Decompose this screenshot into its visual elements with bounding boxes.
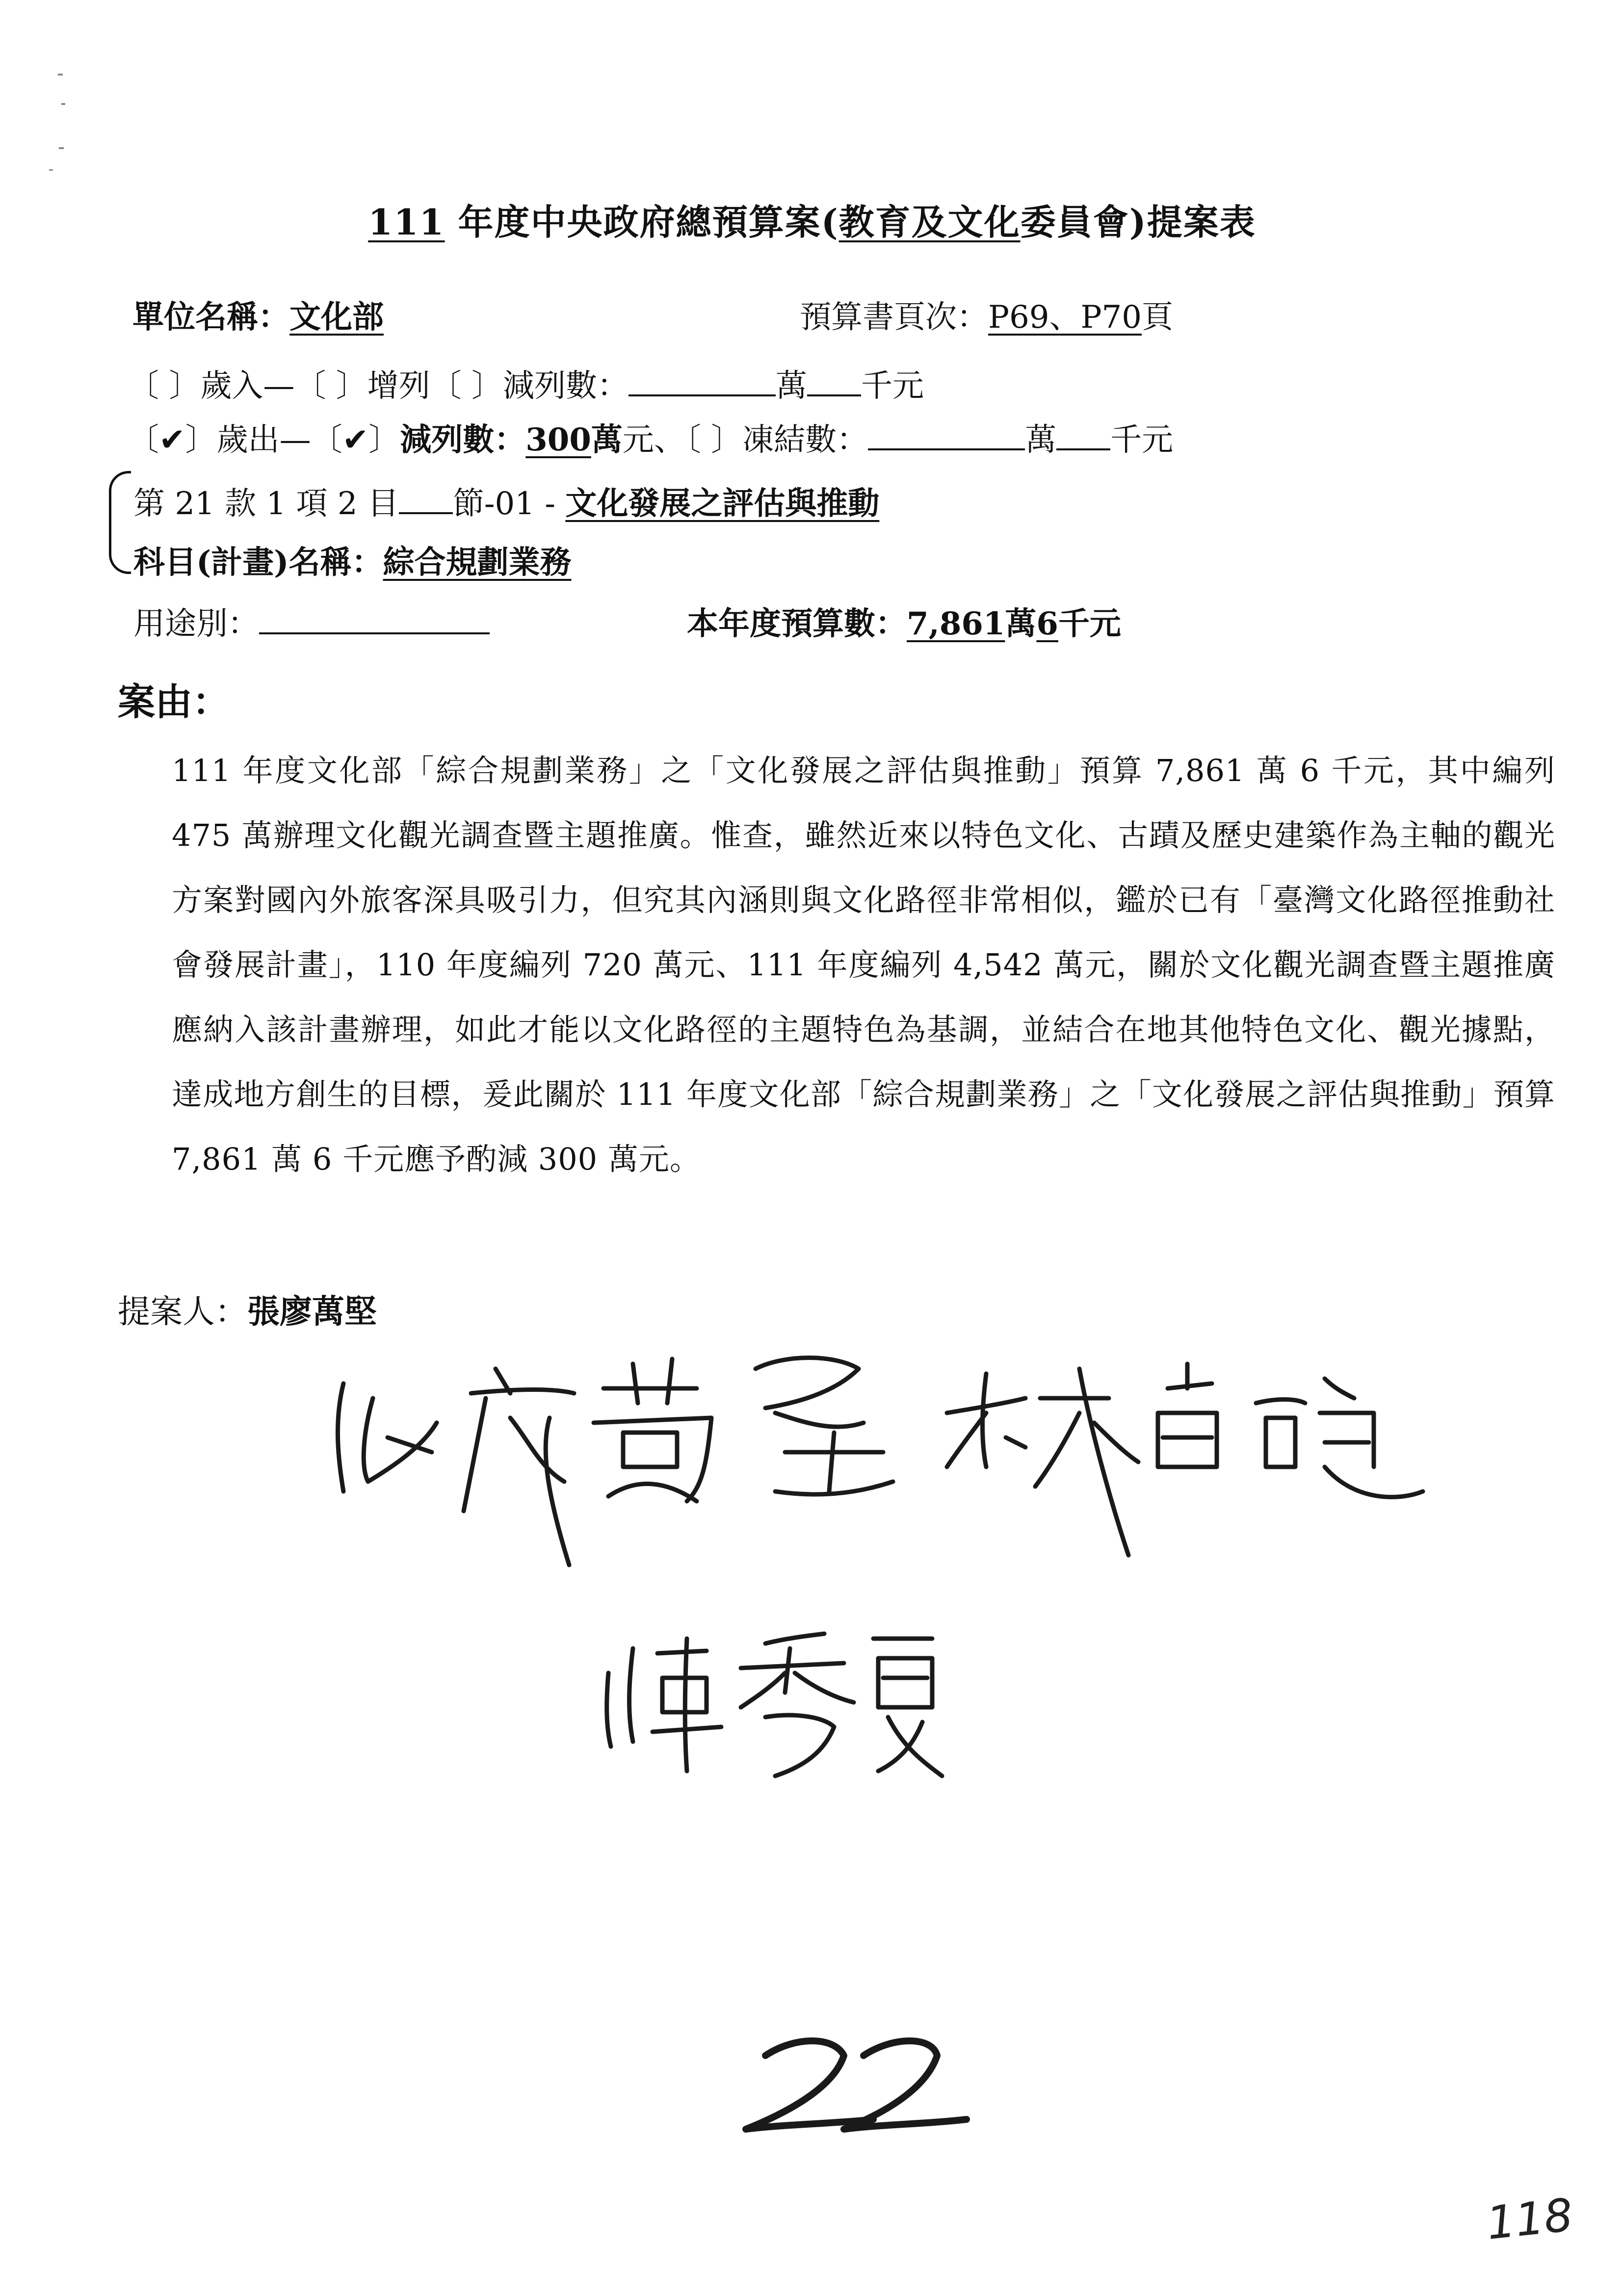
expense-text: 歲出—〔✔〕 [216, 422, 400, 458]
reduce-label: 減列數： [400, 421, 526, 458]
signature-lin-yijin [947, 1364, 1423, 1555]
budget-pages-label: 預算書頁次： [800, 299, 988, 336]
scan-speck [49, 169, 53, 171]
reason-text: 111 年度文化部「綜合規劃業務」之「文化發展之評估與推動」預算 7,861 萬 6 千元，其中編列 475 萬辦理文化觀光調查暨主題推廣。惟查，雖然近來以特色文化、古蹟及歷史建築作為主軸的觀光方案對國內外旅客深具吸引力，但究其內涵則與文化路徑非常相似，鑑於已有「臺灣文化路徑推動社會發展計畫」，110 年度編列 720 萬元、111 年度編列 4,542 萬元，關於文化觀光調查暨主題推廣應納入該計畫辦理，如此才能以文化路徑的主題特色為基調，並結合在地其他特色文化、觀光據點，達成地方創生的目標，爰此關於 111 年度文化部「綜合規劃業務」之「文化發展之評估與推動」預算 7,861 萬 6 千元應予酌減 300 萬元。 [172, 753, 1555, 1177]
scan-speck [59, 147, 64, 149]
subject-value: 綜合規劃業務 [383, 544, 572, 581]
section-mid: 節-01 - [452, 486, 566, 522]
annual-budget-qian: 千元 [1058, 605, 1121, 642]
title-committee: 教育及文化 [838, 201, 1021, 243]
unit-label: 單位名稱： [132, 299, 289, 336]
annual-budget-label: 本年度預算數： [687, 605, 907, 642]
freeze-wan: 萬 [1025, 422, 1057, 458]
expense-checkbox: 〔✔〕 [128, 422, 217, 458]
title-suffix: 委員會)提案表 [1020, 201, 1256, 243]
annual-budget-qian-value: 6 [1036, 605, 1058, 642]
scan-speck [61, 103, 65, 105]
scan-speck [58, 74, 63, 76]
revenue-checkbox: 〔 〕 [128, 368, 201, 404]
reduce-unit: 萬 [591, 421, 623, 458]
page-number: 118 [1484, 2189, 1575, 2250]
unit-value: 文化部 [289, 299, 384, 336]
reason-label: 案由： [118, 680, 230, 724]
annual-budget-wan: 萬 [1005, 605, 1037, 642]
signature-chen-xiubao [607, 1634, 942, 1776]
reduce-value: 300 [525, 421, 591, 458]
subject-label: 科目(計畫)名稱： [133, 544, 383, 581]
usage-label: 用途別： [133, 606, 259, 642]
revenue-text: 歲入—〔 〕增列〔 〕減列數： [200, 368, 629, 404]
freeze-qian: 千元 [1110, 422, 1174, 458]
signature-zhangliao-wanjian [338, 1358, 893, 1565]
proposer-name: 張廖萬堅 [247, 1292, 377, 1331]
title-prefix: 年度中央政府總預算案( [458, 201, 839, 243]
section-prefix: 第 21 款 1 項 2 目 [133, 486, 399, 522]
expense-text-2: 元、〔 〕凍結數： [622, 422, 868, 458]
annual-budget-wan-value: 7,861 [907, 605, 1005, 642]
proposer-label: 提案人： [118, 1293, 247, 1331]
budget-pages-suffix: 頁 [1142, 299, 1173, 336]
title-year: 111 [368, 201, 445, 243]
revenue-wan: 萬 [776, 368, 808, 404]
revenue-qian: 千元 [861, 368, 924, 404]
section-name: 文化發展之評估與推動 [565, 485, 880, 522]
handwritten-number-22 [746, 2041, 967, 2129]
budget-pages-value: P69、P70 [988, 299, 1142, 336]
